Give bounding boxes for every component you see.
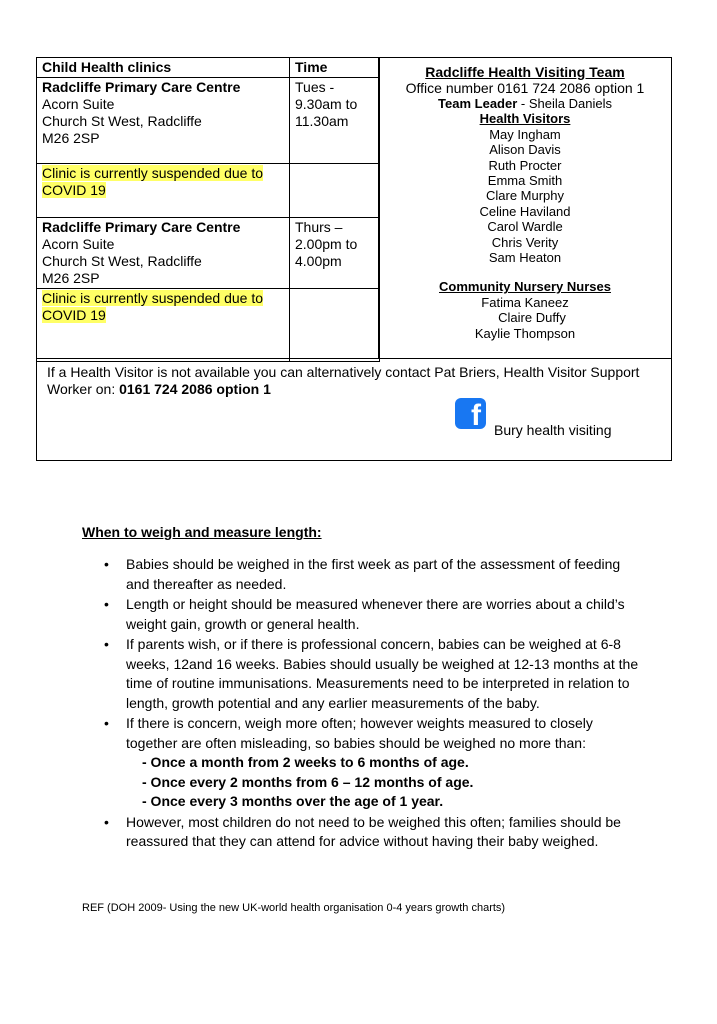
suspension-notice: Clinic is currently suspended due to COVID 19 [42,165,264,198]
time-line: 11.30am [295,113,349,129]
clinic-address [37,218,290,289]
suspension-notice: Clinic is currently suspended due to COVID 19 [42,290,264,323]
clinic-name: Radcliffe Primary Care Centre [42,79,241,95]
team-leader-name: - Sheila Daniels [517,96,612,111]
clinic-name: Radcliffe Primary Care Centre [42,219,241,235]
list-item: Fatima Kaneez [481,294,569,310]
list-item: • However, most children do not need to be weighed this often; families should be reassured that they can attend for advice without having their baby weighed. [104,813,644,852]
health-visitors-heading: Health Visitors [479,111,571,127]
list-item: Chris Verity [491,234,559,250]
team-title: Radcliffe Health Visiting Team [425,64,625,80]
list-item: • Length or height should be measured whenever there are worries about a child’s weight gain, growth or general health. [104,595,644,634]
clinics-table [36,57,380,362]
bullet-text: • If there is concern, weigh more often; however weights measured to closely together are often misleading, so babies should be weighed no more than: [126,715,593,751]
frequency-item: - Once every 3 months over the age of 1 year. [142,793,444,809]
weigh-guidance-list [104,555,644,853]
table-row [37,218,380,289]
support-text: If a Health Visitor is not available you can alternatively contact Pat Briers, Health Visitor Support Worker on: [47,364,640,397]
list-item: Ruth Procter [488,157,562,173]
time-line: 2.00pm to [295,236,358,252]
time-line: Thurs – [295,219,343,235]
time-line: Tues - [295,79,335,95]
list-item: Kaylie Thompson [474,325,576,341]
facebook-glyph: f [471,399,481,432]
header-clinic: Child Health clinics [37,58,290,78]
support-phone: 0161 724 2086 option 1 [119,381,271,397]
empty-cell [290,289,380,362]
clinic-time [290,78,380,164]
clinic-line2: Church St West, Radcliffe [42,113,202,129]
list-item: • If parents wish, or if there is professional concern, babies can be weighed at 6-8 weeks, 12and 16 weeks. Babies should usually be weighed at 12-13 months at the time of routine immunisations. Measurements need to be interpreted in relation to length, growth potential and any earlier measurements of the baby. [104,635,644,713]
health-visiting-team-box [378,57,672,359]
suspension-notice-cell [37,164,290,218]
nursery-nurses-heading: Community Nursery Nurses [439,279,611,295]
list-item: Claire Duffy [498,310,566,326]
list-item: Alison Davis [489,142,561,158]
empty-cell [290,164,380,218]
team-leader-label: Team Leader [438,96,518,111]
list-item: May Ingham [489,126,561,142]
clinic-postcode: M26 2SP [42,130,100,146]
frequency-item: - Once a month from 2 weeks to 6 months of age. [142,754,469,770]
suspension-notice-cell [37,289,290,362]
header-time: Time [290,58,380,78]
clinic-time [290,218,380,289]
office-number: Office number 0161 724 2086 option 1 [405,80,645,96]
list-item: Celine Haviland [479,203,571,219]
list-item [104,714,644,812]
time-line: 9.30am to [295,96,358,112]
facebook-icon[interactable] [455,398,486,432]
clinic-postcode: M26 2SP [42,270,100,286]
list-item: Sam Heaton [488,250,562,266]
spacer [379,265,671,279]
facebook-label: Bury health visiting [494,422,612,438]
list-item: Clare Murphy [485,188,565,204]
list-item: Emma Smith [487,173,563,189]
clinic-line2: Church St West, Radcliffe [42,253,202,269]
time-line: 4.00pm [295,253,342,269]
clinic-line1: Acorn Suite [42,96,115,112]
support-contact-box [36,358,672,461]
reference-note: REF (DOH 2009- Using the new UK-world health organisation 0-4 years growth charts) [82,902,506,914]
table-row [37,164,380,218]
list-item: Carol Wardle [487,219,563,235]
frequency-item: - Once every 2 months from 6 – 12 months of age. [142,773,474,790]
list-item: • Babies should be weighed in the first week as part of the assessment of feeding and thereafter as needed. [104,555,644,594]
table-row [37,78,380,164]
table-row [37,289,380,362]
clinic-address [37,78,290,164]
weigh-section-title: When to weigh and measure length: [82,524,322,540]
table-header-row [37,58,380,78]
clinic-line1: Acorn Suite [42,236,115,252]
team-leader [379,96,671,111]
